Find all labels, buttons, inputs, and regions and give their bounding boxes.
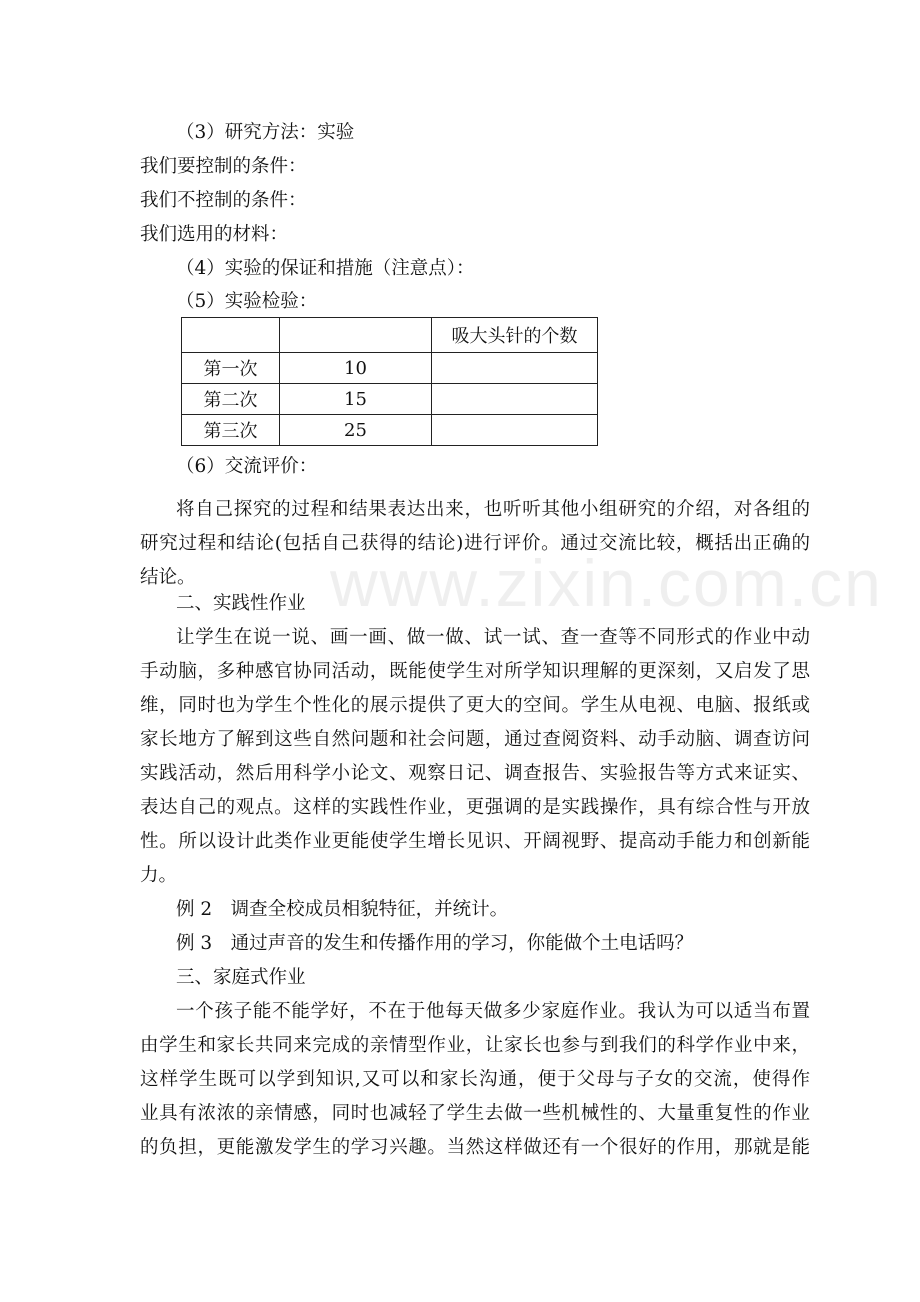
table-header-cell: 吸大头针的个数: [432, 318, 598, 353]
paragraph-line: 表达自己的观点。这样的实践性作业，更强调的是实践操作，具有综合性与开放: [140, 797, 810, 818]
table-row: [182, 384, 598, 415]
check-heading: （5）实验检验：: [176, 291, 318, 312]
paragraph-line: 由学生和家长共同来完成的亲情型作业，让家长也参与到我们的科学作业中来，: [140, 1035, 810, 1056]
paragraph-line: 的负担，更能激发学生的学习兴趣。当然这样做还有一个很好的作用，那就是能: [140, 1137, 810, 1158]
table-cell: 第一次: [182, 353, 280, 384]
eval-heading: （6）交流评价：: [176, 456, 318, 477]
paragraph-line: 手动脑，多种感官协同活动，既能使学生对所学知识理解的更深刻，又启发了思: [140, 661, 810, 682]
measures-heading: （4）实验的保证和措施（注意点）：: [176, 258, 475, 279]
table-cell: 25: [280, 415, 432, 446]
table-cell: 第三次: [182, 415, 280, 446]
paragraph-line: 研究过程和结论(包括自己获得的结论)进行评价。通过交流比较，概括出正确的: [140, 533, 810, 554]
table-cell: [432, 415, 598, 446]
paragraph-line: 一个孩子能不能学好，不在于他每天做多少家庭作业。我认为可以适当布置: [176, 1001, 810, 1022]
paragraph-line: 实践活动，然后用科学小论文、观察日记、调查报告、实验报告等方式来证实、: [140, 763, 810, 784]
paragraph-line: 将自己探究的过程和结果表达出来，也听听其他小组研究的介绍，对各组的: [176, 499, 810, 520]
practice-heading: 二、实践性作业: [176, 593, 306, 614]
paragraph-line: 性。所以设计此类作业更能使学生增长见识、开阔视野、提高动手能力和创新能: [140, 831, 810, 852]
experiment-table: [181, 317, 598, 446]
materials-label: 我们选用的材料：: [140, 224, 289, 245]
table-cell: 10: [280, 353, 432, 384]
paragraph-line: 家长地方了解到这些自然问题和社会问题，通过查阅资料、动手动脑、调查访问: [140, 729, 810, 750]
paragraph-line: 让学生在说一说、画一画、做一做、试一试、查一查等不同形式的作业中动: [176, 627, 810, 648]
example-3: 例 3 通过声音的发生和传播作用的学习，你能做个土电话吗？: [176, 933, 694, 954]
method-heading: （3）研究方法：实验: [176, 122, 355, 143]
paragraph-line: 结论。: [140, 567, 196, 588]
uncontrolled-conditions-label: 我们不控制的条件：: [140, 190, 307, 211]
family-heading: 三、家庭式作业: [176, 967, 306, 988]
table-cell: [432, 353, 598, 384]
control-conditions-label: 我们要控制的条件：: [140, 156, 307, 177]
table-cell: [432, 384, 598, 415]
table-cell: 第二次: [182, 384, 280, 415]
watermark: www.zixin.com.cn: [330, 546, 883, 620]
table-row: [182, 415, 598, 446]
table-cell: 15: [280, 384, 432, 415]
paragraph-line: 业具有浓浓的亲情感，同时也减轻了学生去做一些机械性的、大量重复性的作业: [140, 1103, 810, 1124]
paragraph-line: 这样学生既可以学到知识,又可以和家长沟通，便于父母与子女的交流，使得作: [140, 1069, 810, 1090]
table-header-cell: [182, 318, 280, 353]
paragraph-line: 力。: [140, 865, 178, 886]
paragraph-line: 维，同时也为学生个性化的展示提供了更大的空间。学生从电视、电脑、报纸或: [140, 695, 810, 716]
table-header-cell: [280, 318, 432, 353]
table-row: [182, 353, 598, 384]
table-header-row: [182, 318, 598, 353]
example-2: 例 2 调查全校成员相貌特征，并统计。: [176, 899, 509, 920]
